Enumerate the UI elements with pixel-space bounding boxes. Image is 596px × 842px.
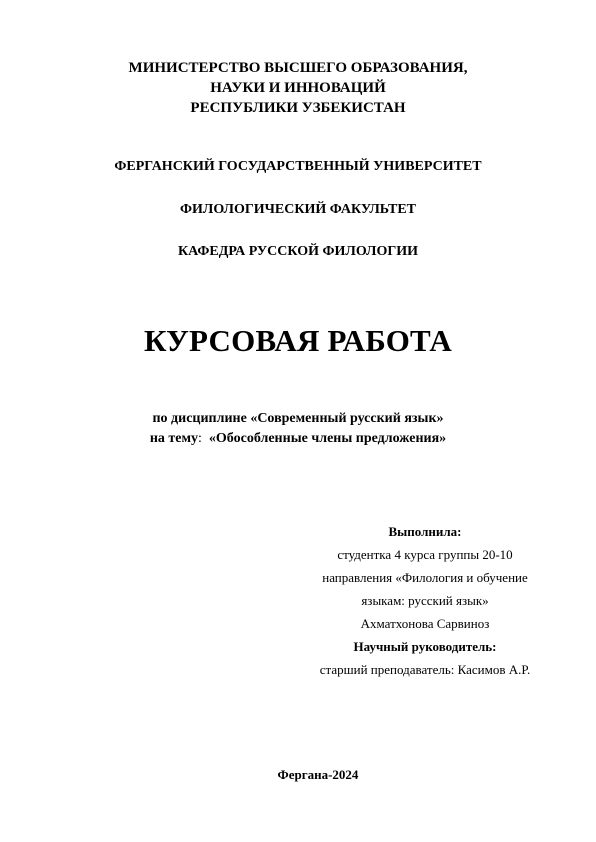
ministry-line-3: РЕСПУБЛИКИ УЗБЕКИСТАН (190, 100, 406, 116)
author-direction-cont: языкам: русский язык» (361, 593, 489, 608)
author-label: Выполнила: (388, 524, 462, 539)
author-name: Ахматхонова Сарвиноз (360, 616, 490, 631)
ministry-line-1: МИНИСТЕРСТВО ВЫСШЕГО ОБРАЗОВАНИЯ, (128, 60, 468, 76)
topic-line (0, 430, 596, 448)
topic-text: «Обособленные члены предложения» (208, 431, 447, 446)
faculty-name: ФИЛОЛОГИЧЕСКИЙ ФАКУЛЬТЕТ (179, 202, 416, 217)
supervisor-label: Научный руководитель: (353, 639, 497, 654)
document-title: КУРСОВАЯ РАБОТА (144, 323, 452, 358)
author-block (300, 520, 550, 681)
author-course: студентка 4 курса группы 20-10 (337, 547, 513, 562)
topic-colon: : (198, 431, 202, 446)
author-direction: направления «Филология и обучение (322, 570, 528, 585)
city-year: Фергана-2024 (277, 767, 359, 782)
ministry-line-2: НАУКИ И ИННОВАЦИЙ (210, 80, 386, 96)
university-name: ФЕРГАНСКИЙ ГОСУДАРСТВЕННЫЙ УНИВЕРСИТЕТ (114, 159, 482, 174)
discipline-line: по дисциплине «Современный русский язык» (152, 411, 444, 426)
topic-prefix: на тему (149, 431, 199, 446)
supervisor-name: старший преподаватель: Касимов А.Р. (319, 662, 531, 677)
department-name: КАФЕДРА РУССКОЙ ФИЛОЛОГИИ (177, 244, 419, 259)
